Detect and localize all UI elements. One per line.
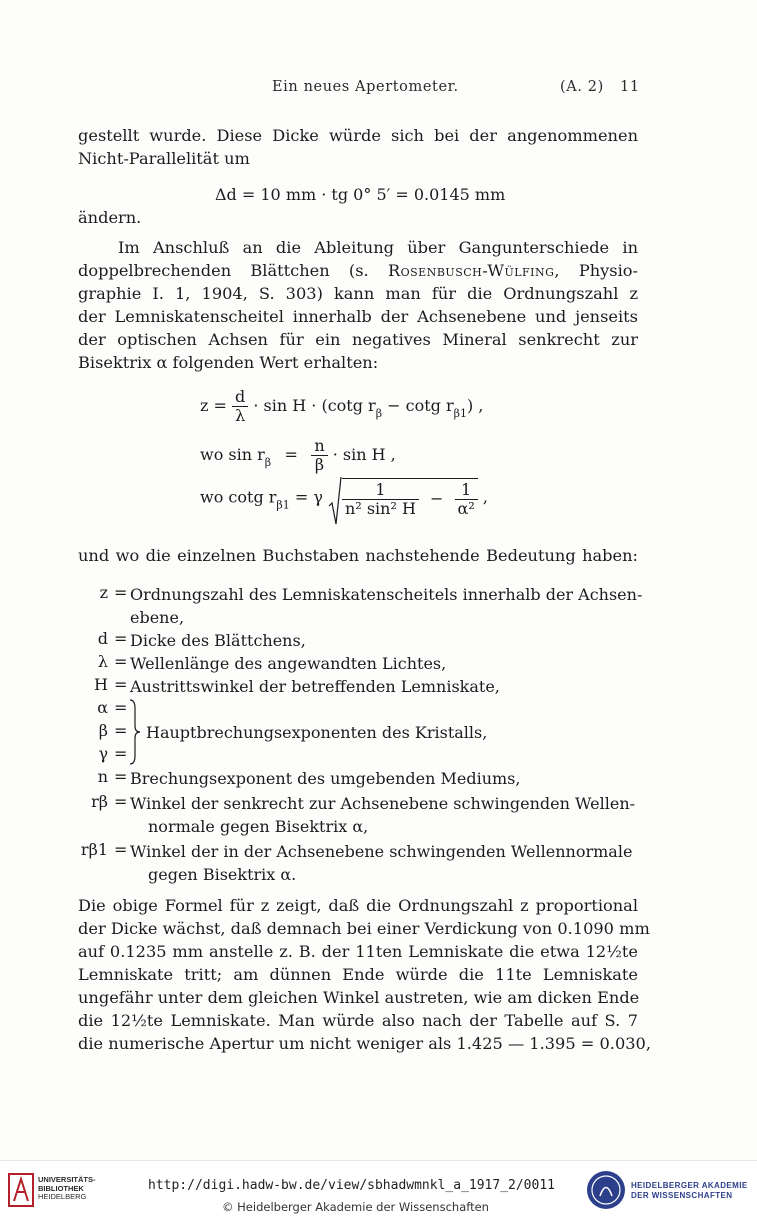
legend-symbol: n (97, 767, 108, 786)
legend-text: Ordnungszahl des Lemniskatenscheitels innerhalb der Achsen- (130, 585, 643, 604)
text-line: und wo die einzelnen Buchstaben nachstehende Bedeutung haben: (78, 546, 638, 565)
legend-text: Hauptbrechungsexponenten des Kristalls, (146, 723, 488, 742)
legend-text: Austrittswinkel der betreffenden Lemniskate, (130, 677, 500, 696)
legend-text: gegen Bisektrix α. (148, 865, 297, 884)
academy-name: HEIDELBERGER AKADEMIE DER WISSENSCHAFTEN (631, 1181, 748, 1200)
curly-brace (127, 698, 141, 766)
text-line: doppelbrechenden Blättchen (s. Rosenbusch-Wülfing, Physio- (78, 261, 638, 280)
text-line: der Dicke wächst, daß demnach bei einer Verdickung von 0.1090 mm (78, 919, 650, 938)
page-number: 11 (620, 79, 640, 95)
formula-cotg-r: wo cotg $r_{\beta 1} = \gamma$ $\frac{1}{\text{n² sin² H}}$ − $\frac{1}{\text{α²}}$ , (200, 478, 488, 518)
legend-symbol: α (97, 698, 108, 717)
university-library-logo-icon (8, 1173, 34, 1207)
text-line: die numerische Apertur um nicht weniger als 1.425 — 1.395 = 0.030, (78, 1034, 651, 1053)
copyright-notice: © Heidelberger Akademie der Wissenschaften (222, 1200, 489, 1214)
scanned-page: Ein neues Apertometer. (A. 2) 11 gestellt wurde. Diese Dicke würde sich bei der angenommenen Nicht-Parallelität um Δd = 10 mm · tg 0° 5′ = 0.0145 mm ändern. Im Anschluß an die Ableitung über Gangunterschiede in doppelbrechenden Blättchen (s. Rosenbusch-Wülfing, Physio- graphie I. 1, 1904, S. 303) kann man für die Ordnungszahl z der Lemniskatenscheitel innerhalb der Achsenebene und jenseits der optischen Achsen für ein negatives Mineral senkrecht zur Bisektrix α folgenden Wert erhalten: z = $\frac{d}{\lambda}$ · sin H · (cotg $r_\beta - \cot g$ $r_{\beta 1}$) , wo $\sin r_\beta$ = $\frac{n}{\beta}$ · sin H , wo cotg $r_{\beta 1} = \gamma$ $\frac{1}{\text{n² sin² H}}$ − $\frac{1}{\text{α²}}$ , und wo die einzelnen Buchstaben nachstehende Bedeutung haben: z = Ordnungszahl des Lemniskatenscheitels innerhalb der Achsen- ebene, d = Dicke des Blättchens, λ = Wellenlänge des angewandten Lichtes, H = Austrittswinkel der betreffenden Lemniskate, α = β = γ = Hauptbrechungsexponenten des Kristalls, n = Brechungsexponent des umgebenden Mediums, rβ = Winkel der senkrecht zur Achsenebene schwingenden Wellen- normale gegen Bisektrix α, rβ1 = Winkel der in der Achsenebene schwingenden Wellennormale gegen Bisektrix α. Die obige Formel für z zeigt, daß die Ordnungszahl z proportional der Dicke wächst, daß demnach bei einer Verdickung von 0.1090 mm auf 0.1235 mm anstelle z. B. der 11ten Lemniskate die etwa 12½te Lemniskate tritt; am dünnen Ende würde die 11te Lemniskate ungefähr unter dem gleichen Winkel austreten, wie am dicken Ende die 12½te Lemniskate. Man würde also nach der Tabelle auf S. 7 die numerische Apertur um nicht weniger als 1.425 — 1.395 = 0.030, (0, 0, 757, 1160)
university-library-name: UNIVERSITÄTS- BIBLIOTHEK HEIDELBERG (38, 1175, 96, 1201)
text-line: die 12½te Lemniskate. Man würde also nach der Tabelle auf S. 7 (78, 1011, 638, 1030)
academy-seal-icon (586, 1169, 626, 1211)
text-line: graphie I. 1, 1904, S. 303) kann man für die Ordnungszahl z (78, 284, 638, 303)
legend-text: Winkel der senkrecht zur Achsenebene schwingenden Wellen- (130, 794, 636, 813)
author-name: Rosenbusch-Wülfing (387, 261, 555, 280)
document-url[interactable]: http://digi.hadw-bw.de/view/sbhadwmnkl_a_1917_2/0011 (148, 1178, 555, 1193)
text-line: der Lemniskatenscheitel innerhalb der Achsenebene und jenseits (78, 307, 638, 326)
legend-text: Wellenlänge des angewandten Lichtes, (130, 654, 447, 673)
running-title: Ein neues Apertometer. (272, 79, 459, 95)
delta-equation: Δd = 10 mm · tg 0° 5′ = 0.0145 mm (215, 185, 506, 204)
legend-text: ebene, (130, 608, 185, 627)
text-line: ungefähr unter dem gleichen Winkel austreten, wie am dicken Ende (78, 988, 640, 1007)
text-line: auf 0.1235 mm anstelle z. B. der 11ten Lemniskate die etwa 12½te (78, 942, 638, 961)
text-line: Im Anschluß an die Ableitung über Gangunterschiede in (118, 238, 638, 257)
text-line: Lemniskate tritt; am dünnen Ende würde die 11te Lemniskate (78, 965, 638, 984)
text-line: der optischen Achsen für ein negatives Mineral senkrecht zur (78, 330, 638, 349)
text-line: ändern. (78, 208, 142, 227)
legend-text: Winkel der in der Achsenebene schwingenden Wellennormale (130, 842, 633, 861)
text-line: Bisektrix α folgenden Wert erhalten: (78, 353, 379, 372)
legend-symbol: β (98, 721, 108, 740)
sqrt-sign (328, 476, 342, 526)
text-line: Nicht-Parallelität um (78, 149, 250, 168)
legend-symbol: rβ1 (80, 840, 108, 859)
text-line: Die obige Formel für z zeigt, daß die Ordnungszahl z proportional (78, 896, 638, 915)
legend-symbol: γ (98, 744, 108, 763)
legend-symbol: d (97, 629, 108, 648)
legend-text: Brechungsexponent des umgebenden Mediums, (130, 769, 521, 788)
formula-sin-r: wo $\sin r_\beta$ = $\frac{n}{\beta}$ · sin H , (200, 436, 396, 474)
footer-bar (0, 1160, 757, 1219)
legend-symbol: λ (97, 652, 108, 671)
formula-z: z = $\frac{d}{\lambda}$ · sin H · (cotg $r_\beta - \cot g$ $r_{\beta 1}$) , (200, 387, 484, 425)
legend-text: Dicke des Blättchens, (130, 631, 306, 650)
legend-symbol: z (99, 583, 108, 602)
legend-symbol: rβ (91, 792, 108, 811)
text-line: gestellt wurde. Diese Dicke würde sich bei der angenommenen (78, 126, 638, 145)
section-label: (A. 2) (560, 79, 604, 95)
legend-symbol: H (94, 675, 108, 694)
legend-text: normale gegen Bisektrix α, (148, 817, 369, 836)
